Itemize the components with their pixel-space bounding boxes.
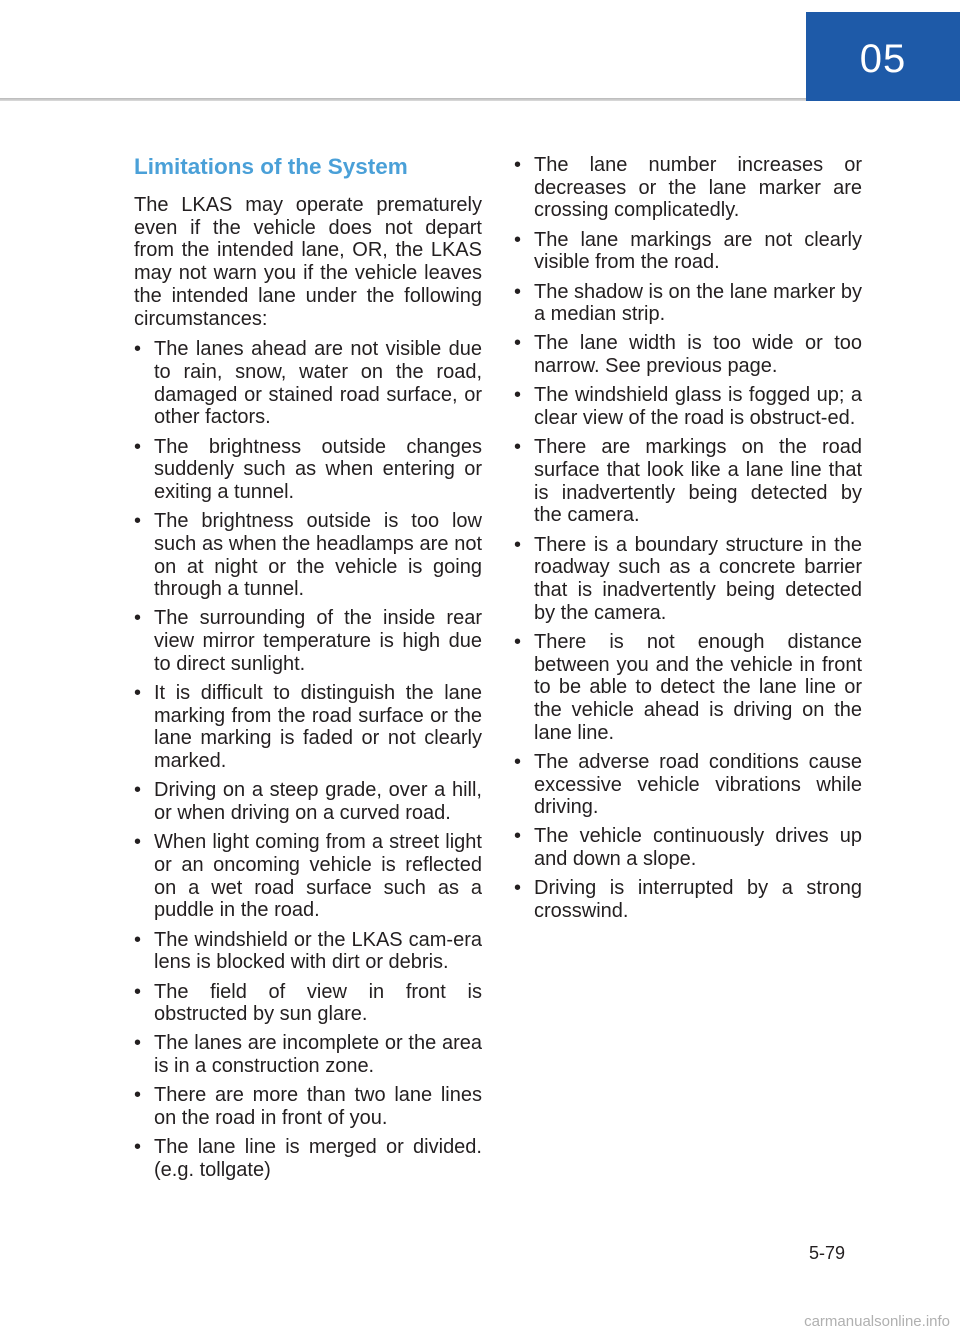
chapter-tab [806,12,960,101]
chapter-number: 05 [859,37,907,81]
list-item: • The brightness outside is too low such as when the headlamps are not on at night or the vehicle is going through a tunnel. [134,510,482,601]
intro-paragraph: The LKAS may operate prematurely even if the vehicle does not depart from the intended lane, OR, the LKAS may not warn you if the vehicle leaves the intended lane under the following circumstances: [134,194,482,330]
list-item: • The field of view in front is obstructed by sun glare. [134,981,482,1026]
list-item: • The shadow is on the lane marker by a median strip. [514,281,862,326]
list-item: • The windshield or the LKAS cam-era lens is blocked with dirt or debris. [134,929,482,974]
list-item: • The lane width is too wide or too narrow. See previous page. [514,332,862,377]
left-column [134,150,482,1188]
section-title: Limitations of the System [134,154,408,179]
list-item: • The lane number increases or decreases or the lane marker are crossing complicatedly. [514,154,862,222]
left-bullet-list [134,338,482,1181]
header-rule [0,98,806,101]
list-item: • Driving is interrupted by a strong crosswind. [514,877,862,922]
list-item: • It is difficult to distinguish the lane marking from the road surface or the lane marking is faded or not clearly marked. [134,682,482,773]
list-item: • The lane line is merged or divided. (e.g. tollgate) [134,1136,482,1181]
list-item: • The windshield glass is fogged up; a clear view of the road is obstruct-ed. [514,384,862,429]
right-column [514,150,862,929]
list-item: • Driving on a steep grade, over a hill, or when driving on a curved road. [134,779,482,824]
list-item: • The lane markings are not clearly visible from the road. [514,229,862,274]
watermark: carmanualsonline.info [804,1313,950,1330]
list-item: • The brightness outside changes suddenly such as when entering or exiting a tunnel. [134,436,482,504]
list-item: • When light coming from a street light or an oncoming vehicle is reflected on a wet road surface such as a puddle in the road. [134,831,482,922]
list-item: • The surrounding of the inside rear view mirror temperature is high due to direct sunlight. [134,607,482,675]
list-item: • There are markings on the road surface that look like a lane line that is inadvertently being detected by the camera. [514,436,862,527]
list-item: • There are more than two lane lines on the road in front of you. [134,1084,482,1129]
list-item: • The adverse road conditions cause excessive vehicle vibrations while driving. [514,751,862,819]
list-item: • There is not enough distance between you and the vehicle in front to be able to detect the lane line or the vehicle ahead is driving on the lane line. [514,631,862,745]
right-bullet-list [514,154,862,923]
page-number: 5-79 [809,1243,846,1263]
list-item: • The lanes are incomplete or the area is in a construction zone. [134,1032,482,1077]
list-item: • The vehicle continuously drives up and down a slope. [514,825,862,870]
list-item: • There is a boundary structure in the roadway such as a concrete barrier that is inadvertently being detected by the camera. [514,534,862,625]
list-item: • The lanes ahead are not visible due to rain, snow, water on the road, damaged or stained road surface, or other factors. [134,338,482,429]
